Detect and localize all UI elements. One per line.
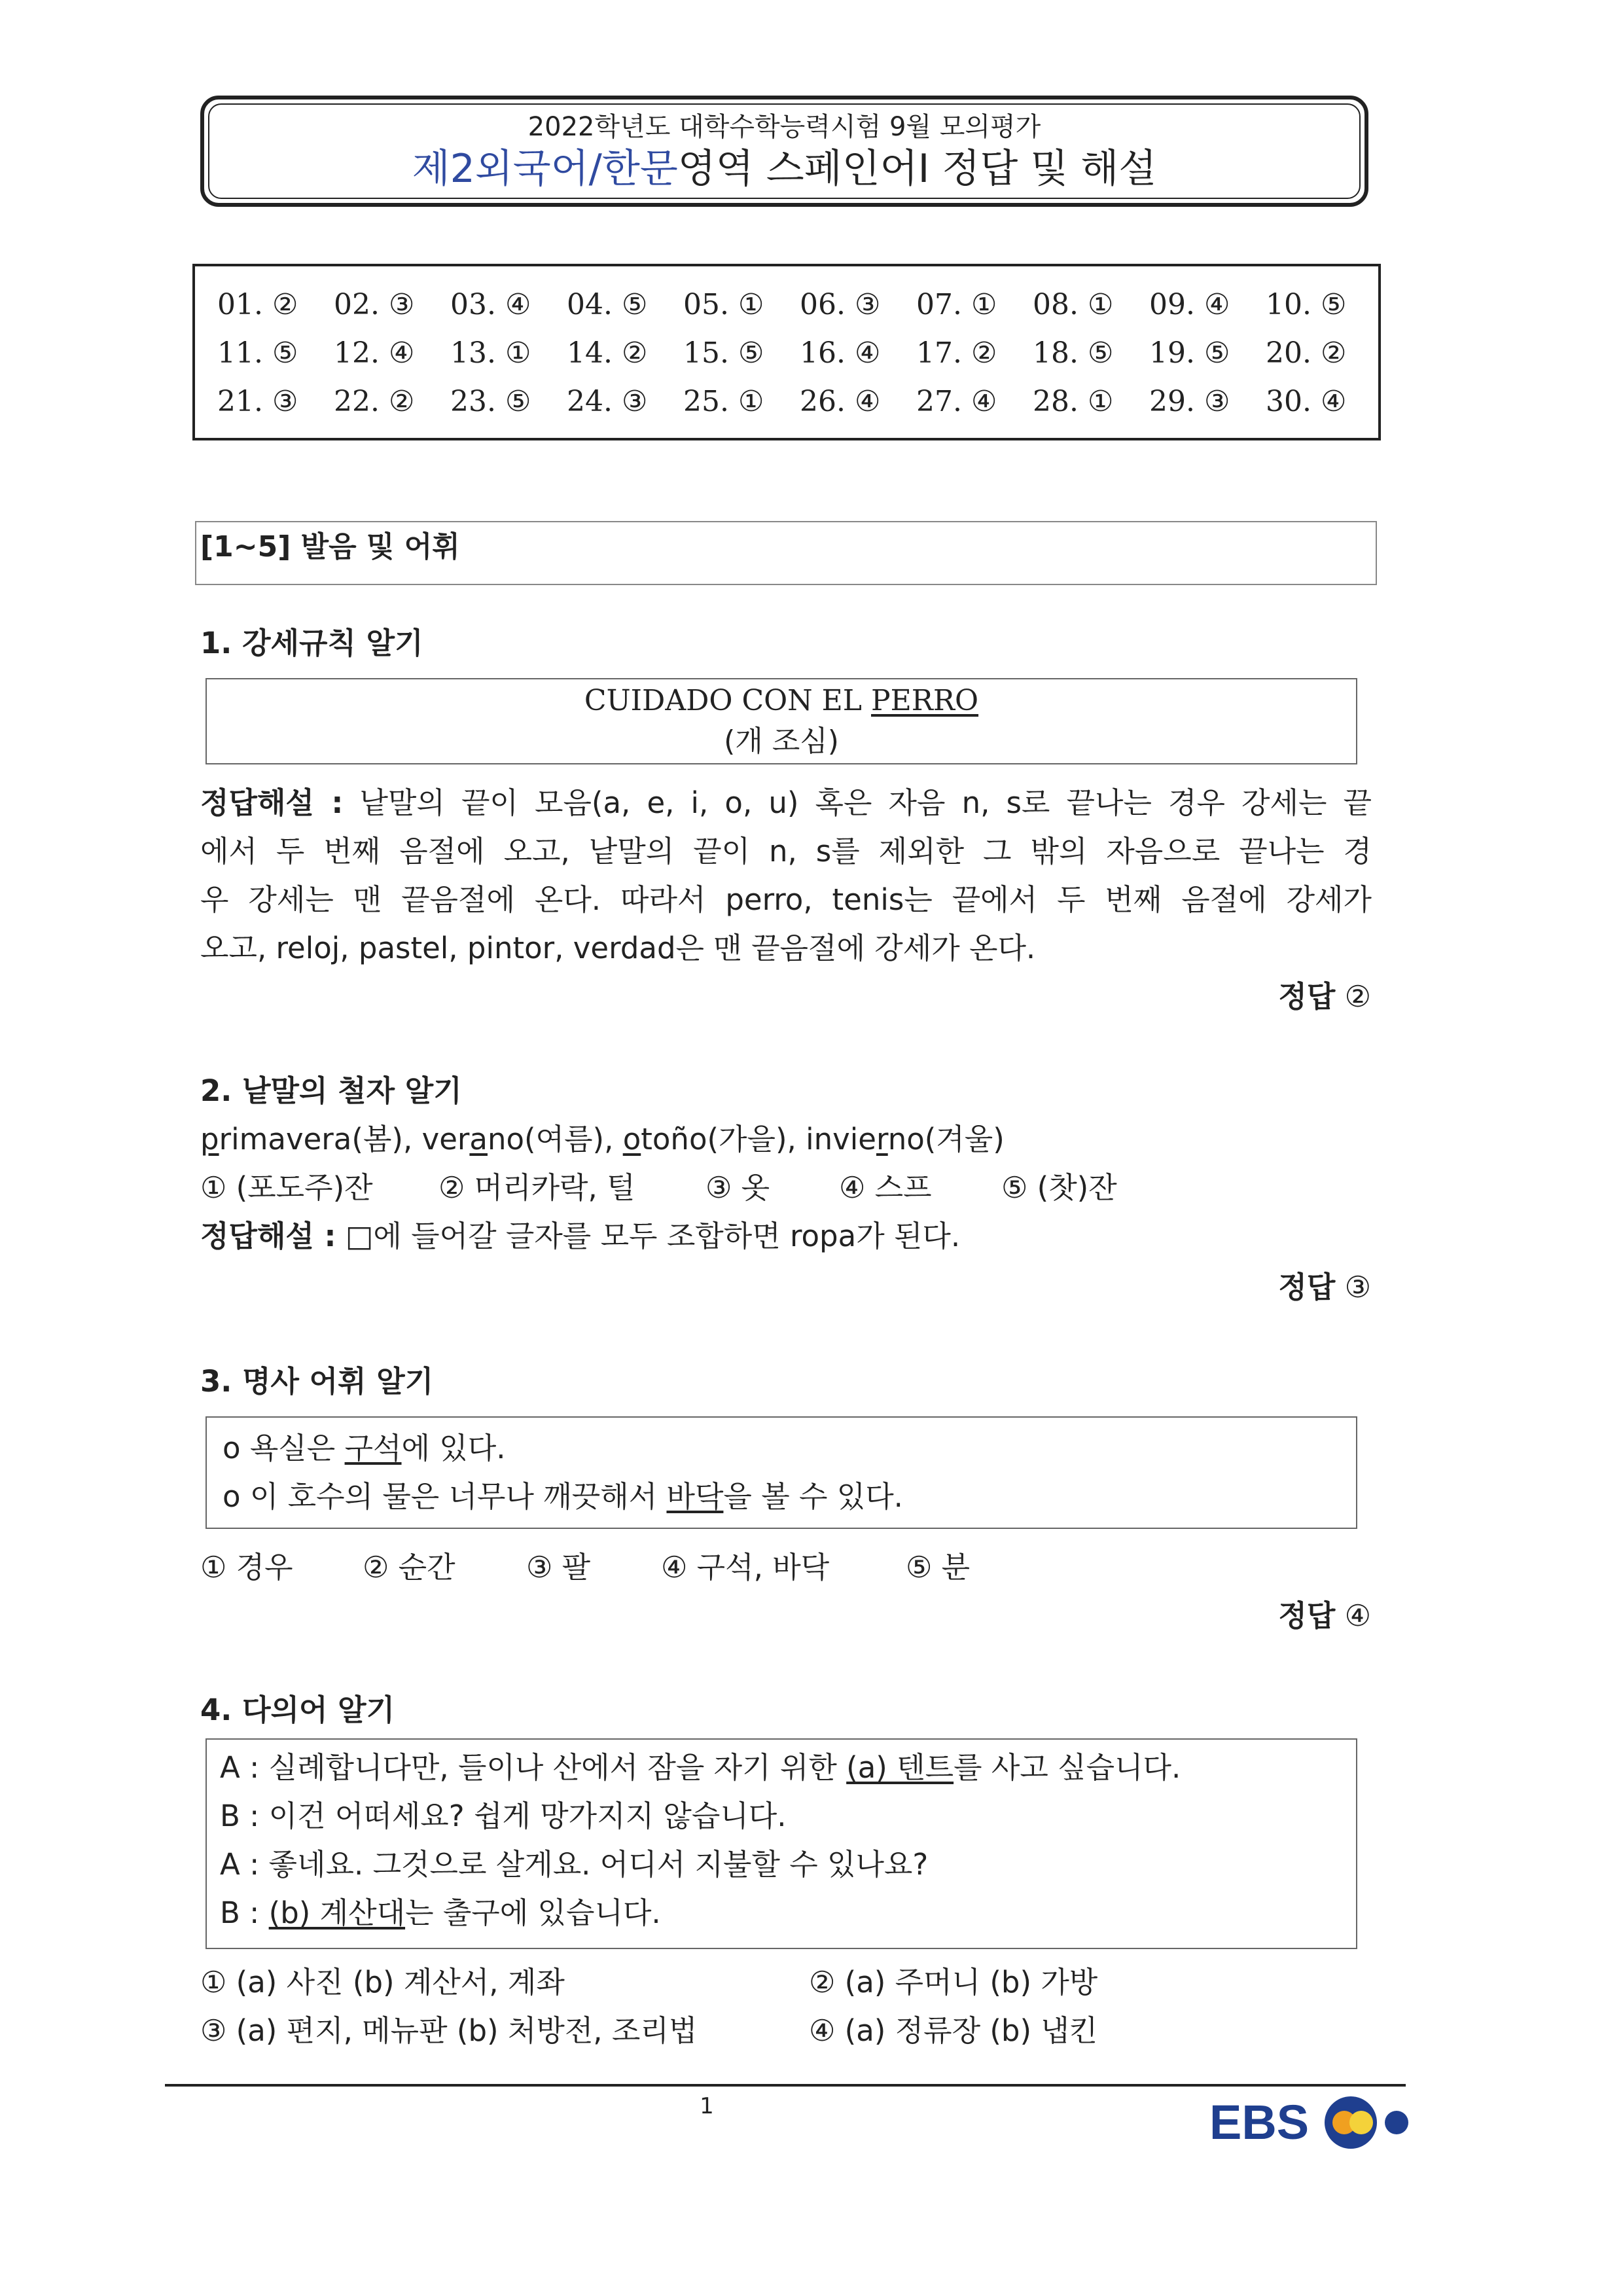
q2-word-text: rimavera(봄), (219, 1122, 422, 1157)
q1-explanation-line (200, 779, 1372, 827)
q1-explanation-line: 에서 두 번째 음절에 오고, 낱말의 끝이 n, s를 제외한 그 밖의 자음으로 끝나는 경 (200, 834, 1372, 869)
q2-option: ③ 옷 (705, 1170, 770, 1205)
q2-words (200, 1115, 1005, 1164)
q3-prompt-text: o 이 호수의 물은 너무나 깨끗해서 (223, 1479, 667, 1514)
answer-cell: 21. ③ (217, 385, 298, 418)
q1-explanation-line: 우 강세는 맨 끝음절에 온다. 따라서 perro, tenis는 끝에서 두 번째 음절에 강세가 (200, 882, 1372, 917)
page-title (0, 143, 1569, 195)
q2-word-text: no(여름), (487, 1122, 623, 1157)
q1-prompt-line1 (207, 681, 1356, 721)
q2-answer-label: 정답 (1278, 1270, 1336, 1304)
q2-heading: 2. 낱말의 철자 알기 (200, 1073, 462, 1108)
q2-explanation-text: □에 들어갈 글자를 모두 조합하면 ropa가 된다. (345, 1219, 961, 1253)
answer-cell: 17. ② (916, 336, 997, 370)
q3-option: ③ 팔 (526, 1550, 591, 1585)
q4-dialog-line (220, 1889, 661, 1937)
answer-cell: 19. ⑤ (1149, 336, 1230, 370)
q1-prompt-text: CUIDADO CON EL (584, 684, 871, 717)
q3-prompt-underlined-word: 구석 (344, 1431, 402, 1465)
q1-heading: 1. 강세규칙 알기 (200, 626, 423, 660)
answer-cell: 20. ② (1266, 336, 1347, 370)
q4-dialog-line: A : 좋네요. 그것으로 살게요. 어디서 지불할 수 있나요? (220, 1847, 929, 1882)
q2-answer (1278, 1263, 1371, 1312)
q4-dialog-line: B : 이건 어떠세요? 쉽게 망가지지 않습니다. (220, 1799, 787, 1833)
answer-cell: 24. ③ (567, 385, 648, 418)
page-number: 1 (700, 2093, 714, 2119)
answer-cell: 09. ④ (1149, 288, 1230, 321)
answer-cell: 15. ⑤ (683, 336, 764, 370)
answer-cell: 10. ⑤ (1266, 288, 1347, 321)
q3-prompt-text: 에 있다. (401, 1431, 506, 1465)
answer-cell: 08. ① (1033, 288, 1114, 321)
logo-circle-small (1385, 2111, 1408, 2134)
q4-option: ① (a) 사진 (b) 계산서, 계좌 (200, 1965, 565, 2000)
section-title: [1~5] 발음 및 어휘 (200, 530, 460, 564)
q4-dialog-text: 를 사고 싶습니다. (954, 1750, 1181, 1785)
q4-option: ④ (a) 정류장 (b) 냅킨 (809, 2013, 1098, 2048)
answer-cell: 13. ① (450, 336, 531, 370)
answer-cell: 07. ① (916, 288, 997, 321)
answer-cell: 28. ① (1033, 385, 1114, 418)
answer-cell: 16. ④ (800, 336, 881, 370)
q3-prompt-box (205, 1416, 1357, 1529)
q1-prompt-box (205, 678, 1357, 764)
q3-prompt-line (223, 1473, 903, 1521)
q2-word-text: invie (806, 1122, 876, 1157)
q2-word-text: toño(가을), (641, 1122, 806, 1157)
answer-cell: 23. ⑤ (450, 385, 531, 418)
ebs-logo (1209, 2087, 1425, 2159)
q2-word-underlined-letter: o (622, 1122, 641, 1157)
q2-option: ④ 스프 (839, 1170, 932, 1205)
q2-word-underlined-letter: p (200, 1122, 219, 1157)
q4-option: ③ (a) 편지, 메뉴판 (b) 처방전, 조리법 (200, 2013, 698, 2048)
q4-dialog-text: A : 실례합니다만, 들이나 산에서 잠을 자기 위한 (220, 1750, 847, 1785)
q2-explanation (200, 1212, 960, 1261)
q1-answer-value: ② (1344, 979, 1371, 1014)
q1-explanation-label: 정답해설 : (200, 785, 344, 820)
answer-cell: 26. ④ (800, 385, 881, 418)
answer-cell: 30. ④ (1266, 385, 1347, 418)
q3-option: ② 순간 (363, 1550, 455, 1585)
answer-cell: 22. ② (334, 385, 415, 418)
q4-option: ② (a) 주머니 (b) 가방 (809, 1965, 1098, 2000)
q4-heading: 4. 다의어 알기 (200, 1693, 395, 1727)
q3-option: ⑤ 분 (906, 1550, 971, 1585)
q2-word-text: no(겨울) (887, 1122, 1005, 1157)
exam-title: 2022학년도 대학수학능력시험 9월 모의평가 (527, 112, 1041, 142)
page-title-rest: 영역 스페인어Ⅰ 정답 및 해설 (677, 146, 1157, 192)
q2-explanation-label: 정답해설 : (200, 1219, 336, 1253)
q1-answer-label: 정답 (1278, 979, 1336, 1014)
page-title-subject: 제2외국어/한문 (412, 146, 678, 192)
q1-explanation-text: 낱말의 끝이 모음(a, e, i, o, u) 혹은 자음 n, s로 끝나는 경우 강세는 끝 (359, 785, 1372, 820)
q2-word-text: ver (421, 1122, 470, 1157)
q1-answer (1278, 973, 1371, 1021)
q3-answer-value: ④ (1344, 1598, 1371, 1633)
q3-option: ① 경우 (200, 1550, 293, 1585)
q1-prompt-line2: (개 조심) (724, 725, 839, 758)
q3-prompt-underlined-word: 바닥 (666, 1479, 724, 1514)
q2-option: ⑤ (찻)잔 (1001, 1170, 1117, 1205)
ebs-logo-text: EBS (1209, 2095, 1310, 2149)
q4-dialog-underlined: (b) 계산대 (268, 1895, 406, 1930)
answer-cell: 11. ⑤ (217, 336, 298, 370)
q2-word-underlined-letter: r (876, 1122, 888, 1157)
answer-cell: 06. ③ (800, 288, 881, 321)
answer-cell: 05. ① (683, 288, 764, 321)
answer-cell: 29. ③ (1149, 385, 1230, 418)
q3-prompt-text: 을 볼 수 있다. (723, 1479, 903, 1514)
q4-dialog-text: B : (220, 1895, 269, 1930)
q4-dialog-underlined: (a) 텐트 (846, 1750, 954, 1785)
q2-word-underlined-letter: a (469, 1122, 488, 1157)
answer-cell: 04. ⑤ (567, 288, 648, 321)
q4-dialog-box (205, 1738, 1357, 1949)
q2-option: ① (포도주)잔 (200, 1170, 373, 1205)
q4-dialog-text: 는 출구에 있습니다. (405, 1895, 661, 1930)
logo-circle-yellow (1349, 2111, 1373, 2134)
q3-heading: 3. 명사 어휘 알기 (200, 1364, 434, 1399)
answer-table (192, 264, 1381, 440)
q1-explanation-line: 오고, reloj, pastel, pintor, verdad은 맨 끝음절에 강세가 온다. (200, 931, 1036, 965)
answer-cell: 27. ④ (916, 385, 997, 418)
q3-answer (1278, 1592, 1371, 1640)
answer-cell: 18. ⑤ (1033, 336, 1114, 370)
q2-option: ② 머리카락, 털 (438, 1170, 635, 1205)
answer-cell: 01. ② (217, 288, 298, 321)
q3-option: ④ 구석, 바닥 (661, 1550, 830, 1585)
answer-cell: 25. ① (683, 385, 764, 418)
q3-prompt-line (223, 1424, 506, 1473)
answer-cell: 14. ② (567, 336, 648, 370)
answer-cell: 12. ④ (334, 336, 415, 370)
q1-prompt-underlined-word: PERRO (871, 684, 979, 717)
answer-cell: 02. ③ (334, 288, 415, 321)
q4-dialog-line (220, 1744, 1181, 1792)
q2-answer-value: ③ (1344, 1270, 1371, 1304)
answer-cell: 03. ④ (450, 288, 531, 321)
q3-answer-label: 정답 (1278, 1598, 1336, 1633)
q3-prompt-text: o 욕실은 (223, 1431, 345, 1465)
